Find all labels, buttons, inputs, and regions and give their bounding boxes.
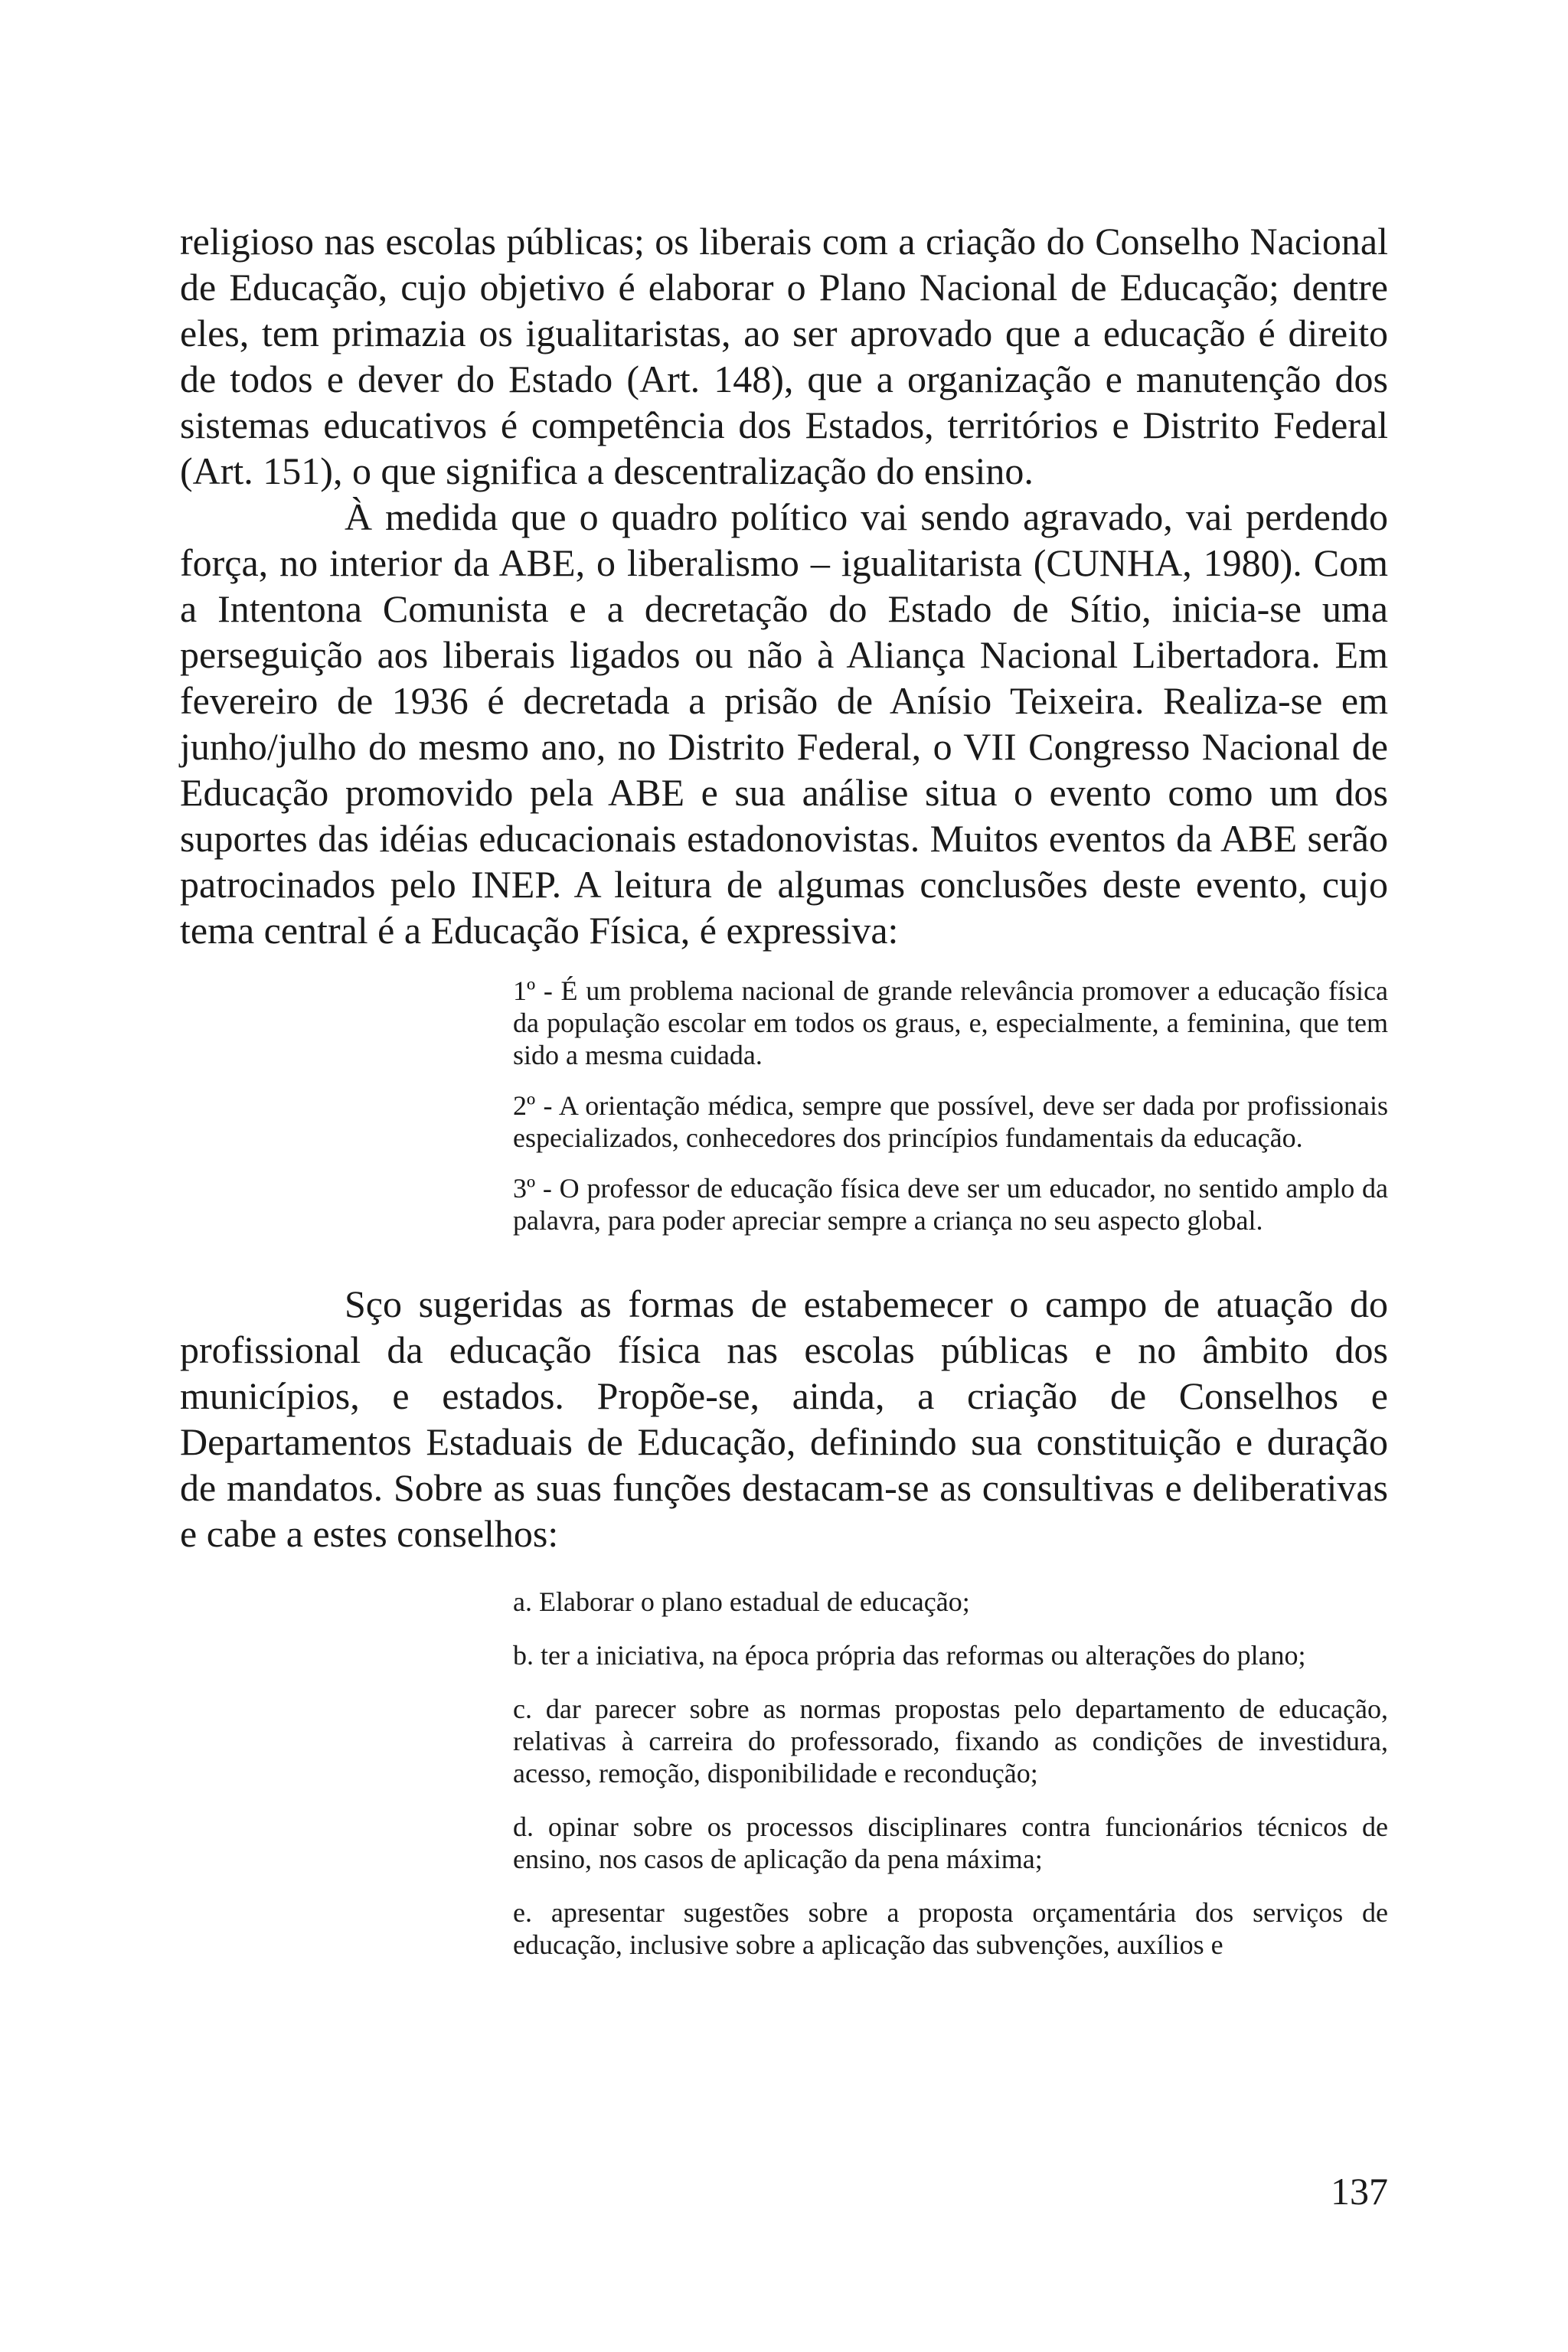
council-function-b: b. ter a iniciativa, na época própria das reformas ou alterações do plano;	[513, 1640, 1306, 1671]
quote-item-1: 1º - É um problema nacional de grande relevância promover a educação física da população escolar em todos os graus, e, especialmente, a feminina, que tem sido a mesma cuidada.	[513, 975, 1388, 1070]
page-content	[180, 218, 1388, 1982]
quote-block-conclusions	[513, 975, 1388, 1236]
council-function-c: c. dar parecer sobre as normas propostas pelo departamento de educação, relativas à carreira do professorado, fixando as condições de investidura, acesso, remoção, disponibilidade e recondução;	[513, 1694, 1388, 1788]
body-paragraph-2: À medida que o quadro político vai sendo agravado, vai perdendo força, no interior da ABE, o liberalismo – igualitarista (CUNHA, 1980). Com a Intentona Comunista e a decretação do Estado de Sítio, inicia-se uma perseguição aos liberais ligados ou não à Aliança Nacional Libertadora. Em fevereiro de 1936 é decretada a prisão de Anísio Teixeira. Realiza-se em junho/julho do mesmo ano, no Distrito Federal, o VII Congresso Nacional de Educação promovido pela ABE e sua análise situa o evento como um dos suportes das idéias educacionais estadonovistas. Muitos eventos da ABE serão patrocinados pelo INEP. A leitura de algumas conclusões deste evento, cujo tema central é a Educação Física, é expressiva:	[180, 495, 1388, 952]
council-function-d: d. opinar sobre os processos disciplinares contra funcionários técnicos de ensino, nos casos de aplicação da pena máxima;	[513, 1811, 1388, 1874]
quote-item-2: 2º - A orientação médica, sempre que possível, deve ser dada por profissionais especializados, conhecedores dos princípios fundamentais da educação.	[513, 1090, 1388, 1153]
body-paragraph-1: religioso nas escolas públicas; os liberais com a criação do Conselho Nacional de Educação, cujo objetivo é elaborar o Plano Nacional de Educação; dentre eles, tem primazia os igualitaristas, ao ser aprovado que a educação é direito de todos e dever do Estado (Art. 148), que a organização e manutenção dos sistemas educativos é competência dos Estados, territórios e Distrito Federal (Art. 151), o que significa a descentralização do ensino.	[180, 220, 1388, 492]
quote-item-3: 3º - O professor de educação física deve ser um educador, no sentido amplo da palavra, para poder apreciar sempre a criança no seu aspecto global.	[513, 1173, 1388, 1236]
page-number: 137	[1331, 2170, 1388, 2213]
council-function-e: e. apresentar sugestões sobre a proposta orçamentária dos serviços de educação, inclusive sobre a aplicação das subvenções, auxílios e	[513, 1897, 1388, 1960]
quote-block-council-functions	[513, 1586, 1388, 1961]
council-function-a: a. Elaborar o plano estadual de educação;	[513, 1586, 970, 1617]
body-paragraph-3: Sço sugeridas as formas de estabemecer o campo de atuação do profissional da educação física nas escolas públicas e no âmbito dos municípios, e estados. Propõe-se, ainda, a criação de Conselhos e Departamentos Estaduais de Educação, definindo sua constituição e duração de mandatos. Sobre as suas funções destacam-se as consultivas e deliberativas e cabe a estes conselhos:	[180, 1282, 1388, 1555]
